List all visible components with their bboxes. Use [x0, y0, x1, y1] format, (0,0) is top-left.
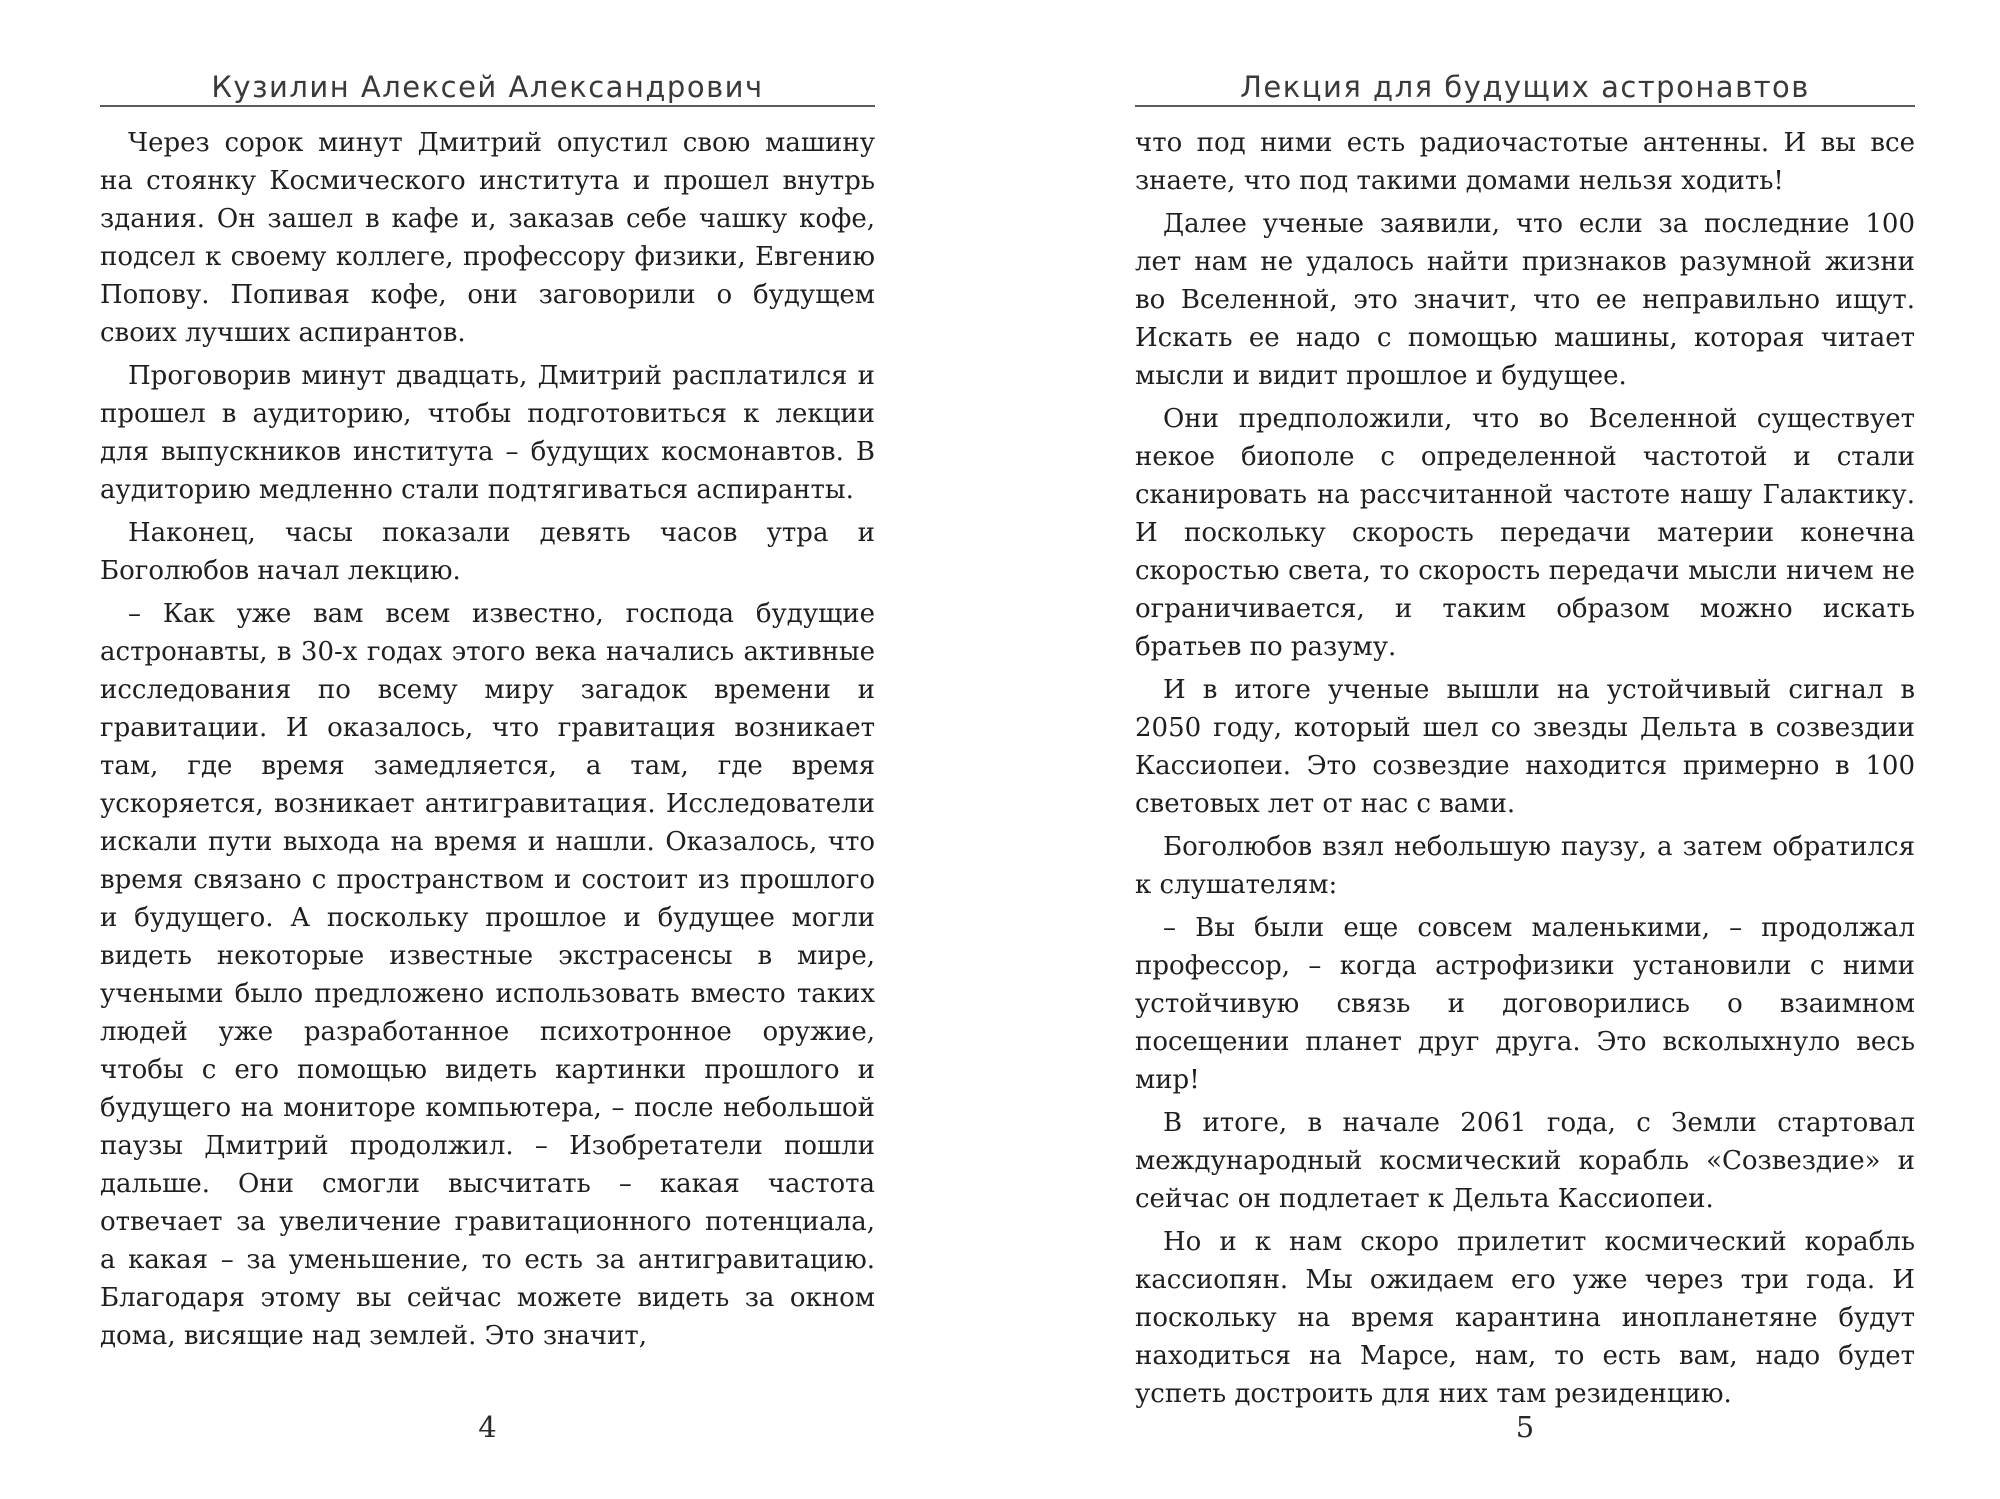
paragraph: Но и к нам скоро прилетит космический корабль кассиопян. Мы ожидаем его уже через три года. И поскольку на время карантина инопланетяне будут находиться на Марсе, нам, то есть вам, надо будет успеть достроить для них там резиденцию. [1135, 1227, 1915, 1409]
paragraph: В итоге, в начале 2061 года, с Земли стартовал международный космический корабль «Созвездие» и сейчас он подлетает к Дельта Кассиопеи. [1135, 1108, 1915, 1214]
page-number: 5 [1515, 1410, 1535, 1444]
page-number: 4 [478, 1410, 497, 1444]
paragraph: – Как уже вам всем известно, господа будущие астронавты, в 30-х годах этого века начались активные исследования по всему миру загадок времени и гравитации. И оказалось, что гравитация возникает там, где время замедляется, а там, где время ускоряется, возникает антигравитация. Исследователи искали пути выхода на время и нашли. Оказалось, что время связано с пространством и состоит из прошлого и будущего. А поскольку прошлое и будущее могли видеть некоторые известные экстрасенсы в мире, учеными было предложено использовать вместо таких людей уже разработанное психотронное оружие, чтобы с его помощью видеть картинки прошлого и будущего на мониторе компьютера, – после небольшой паузы Дмитрий продолжил. – Изобретатели пошли дальше. Они смогли высчитать – какая частота отвечает за увеличение гравитационного потенциала, а какая – за уменьшение, то есть за антигравитацию. Благодаря этому вы сейчас можете видеть за окном дома, висящие над землей. Это значит, [100, 599, 875, 1351]
body-text [1135, 124, 1915, 1418]
paragraph: Проговорив минут двадцать, Дмитрий расплатился и прошел в аудиторию, чтобы подготовиться к лекции для выпускников института – будущих космонавтов. В аудиторию медленно стали подтягиваться аспиранты. [100, 361, 875, 505]
paragraph: Далее ученые заявили, что если за последние 100 лет нам не удалось найти признаков разумной жизни во Вселенной, это значит, что ее неправильно ищут. Искать ее надо с помощью машины, которая читает мысли и видит прошлое и будущее. [1135, 209, 1915, 391]
running-header-author: Кузилин Алексей Александрович [211, 70, 764, 104]
paragraph: Боголюбов взял небольшую паузу, а затем обратился к слушателям: [1135, 832, 1915, 900]
paragraph: Они предположили, что во Вселенной существует некое биополе с определенной частотой и стали сканировать на рассчитанной частоте нашу Галактику. И поскольку скорость передачи материи конечна скоростью света, то скорость передачи мысли ничем не ограничивается, и таким образом можно искать братьев по разуму. [1135, 404, 1915, 662]
running-header-title: Лекция для будущих астронавтов [1240, 70, 1810, 104]
body-text [100, 124, 875, 1360]
header-divider [100, 105, 875, 107]
paragraph: что под ними есть радиочастотые антенны. И вы все знаете, что под такими домами нельзя ходить! [1135, 128, 1915, 196]
paragraph: – Вы были еще совсем маленькими, – продолжал профессор, – когда астрофизики установили с ними устойчивую связь и договорились о взаимном посещении планет друг друга. Это всколыхнуло весь мир! [1135, 913, 1915, 1095]
paragraph: Через сорок минут Дмитрий опустил свою машину на стоянку Космического института и прошел внутрь здания. Он зашел в кафе и, заказав себе чашку кофе, подсел к своему коллеге, профессору физики, Евгению Попову. Попивая кофе, они заговорили о будущем своих лучших аспирантов. [100, 128, 875, 348]
header-divider [1135, 105, 1915, 107]
paragraph: И в итоге ученые вышли на устойчивый сигнал в 2050 году, который шел со звезды Дельта в созвездии Кассиопеи. Это созвездие находится примерно в 100 световых лет от нас с вами. [1135, 675, 1915, 819]
paragraph: Наконец, часы показали девять часов утра и Боголюбов начал лекцию. [100, 518, 875, 586]
